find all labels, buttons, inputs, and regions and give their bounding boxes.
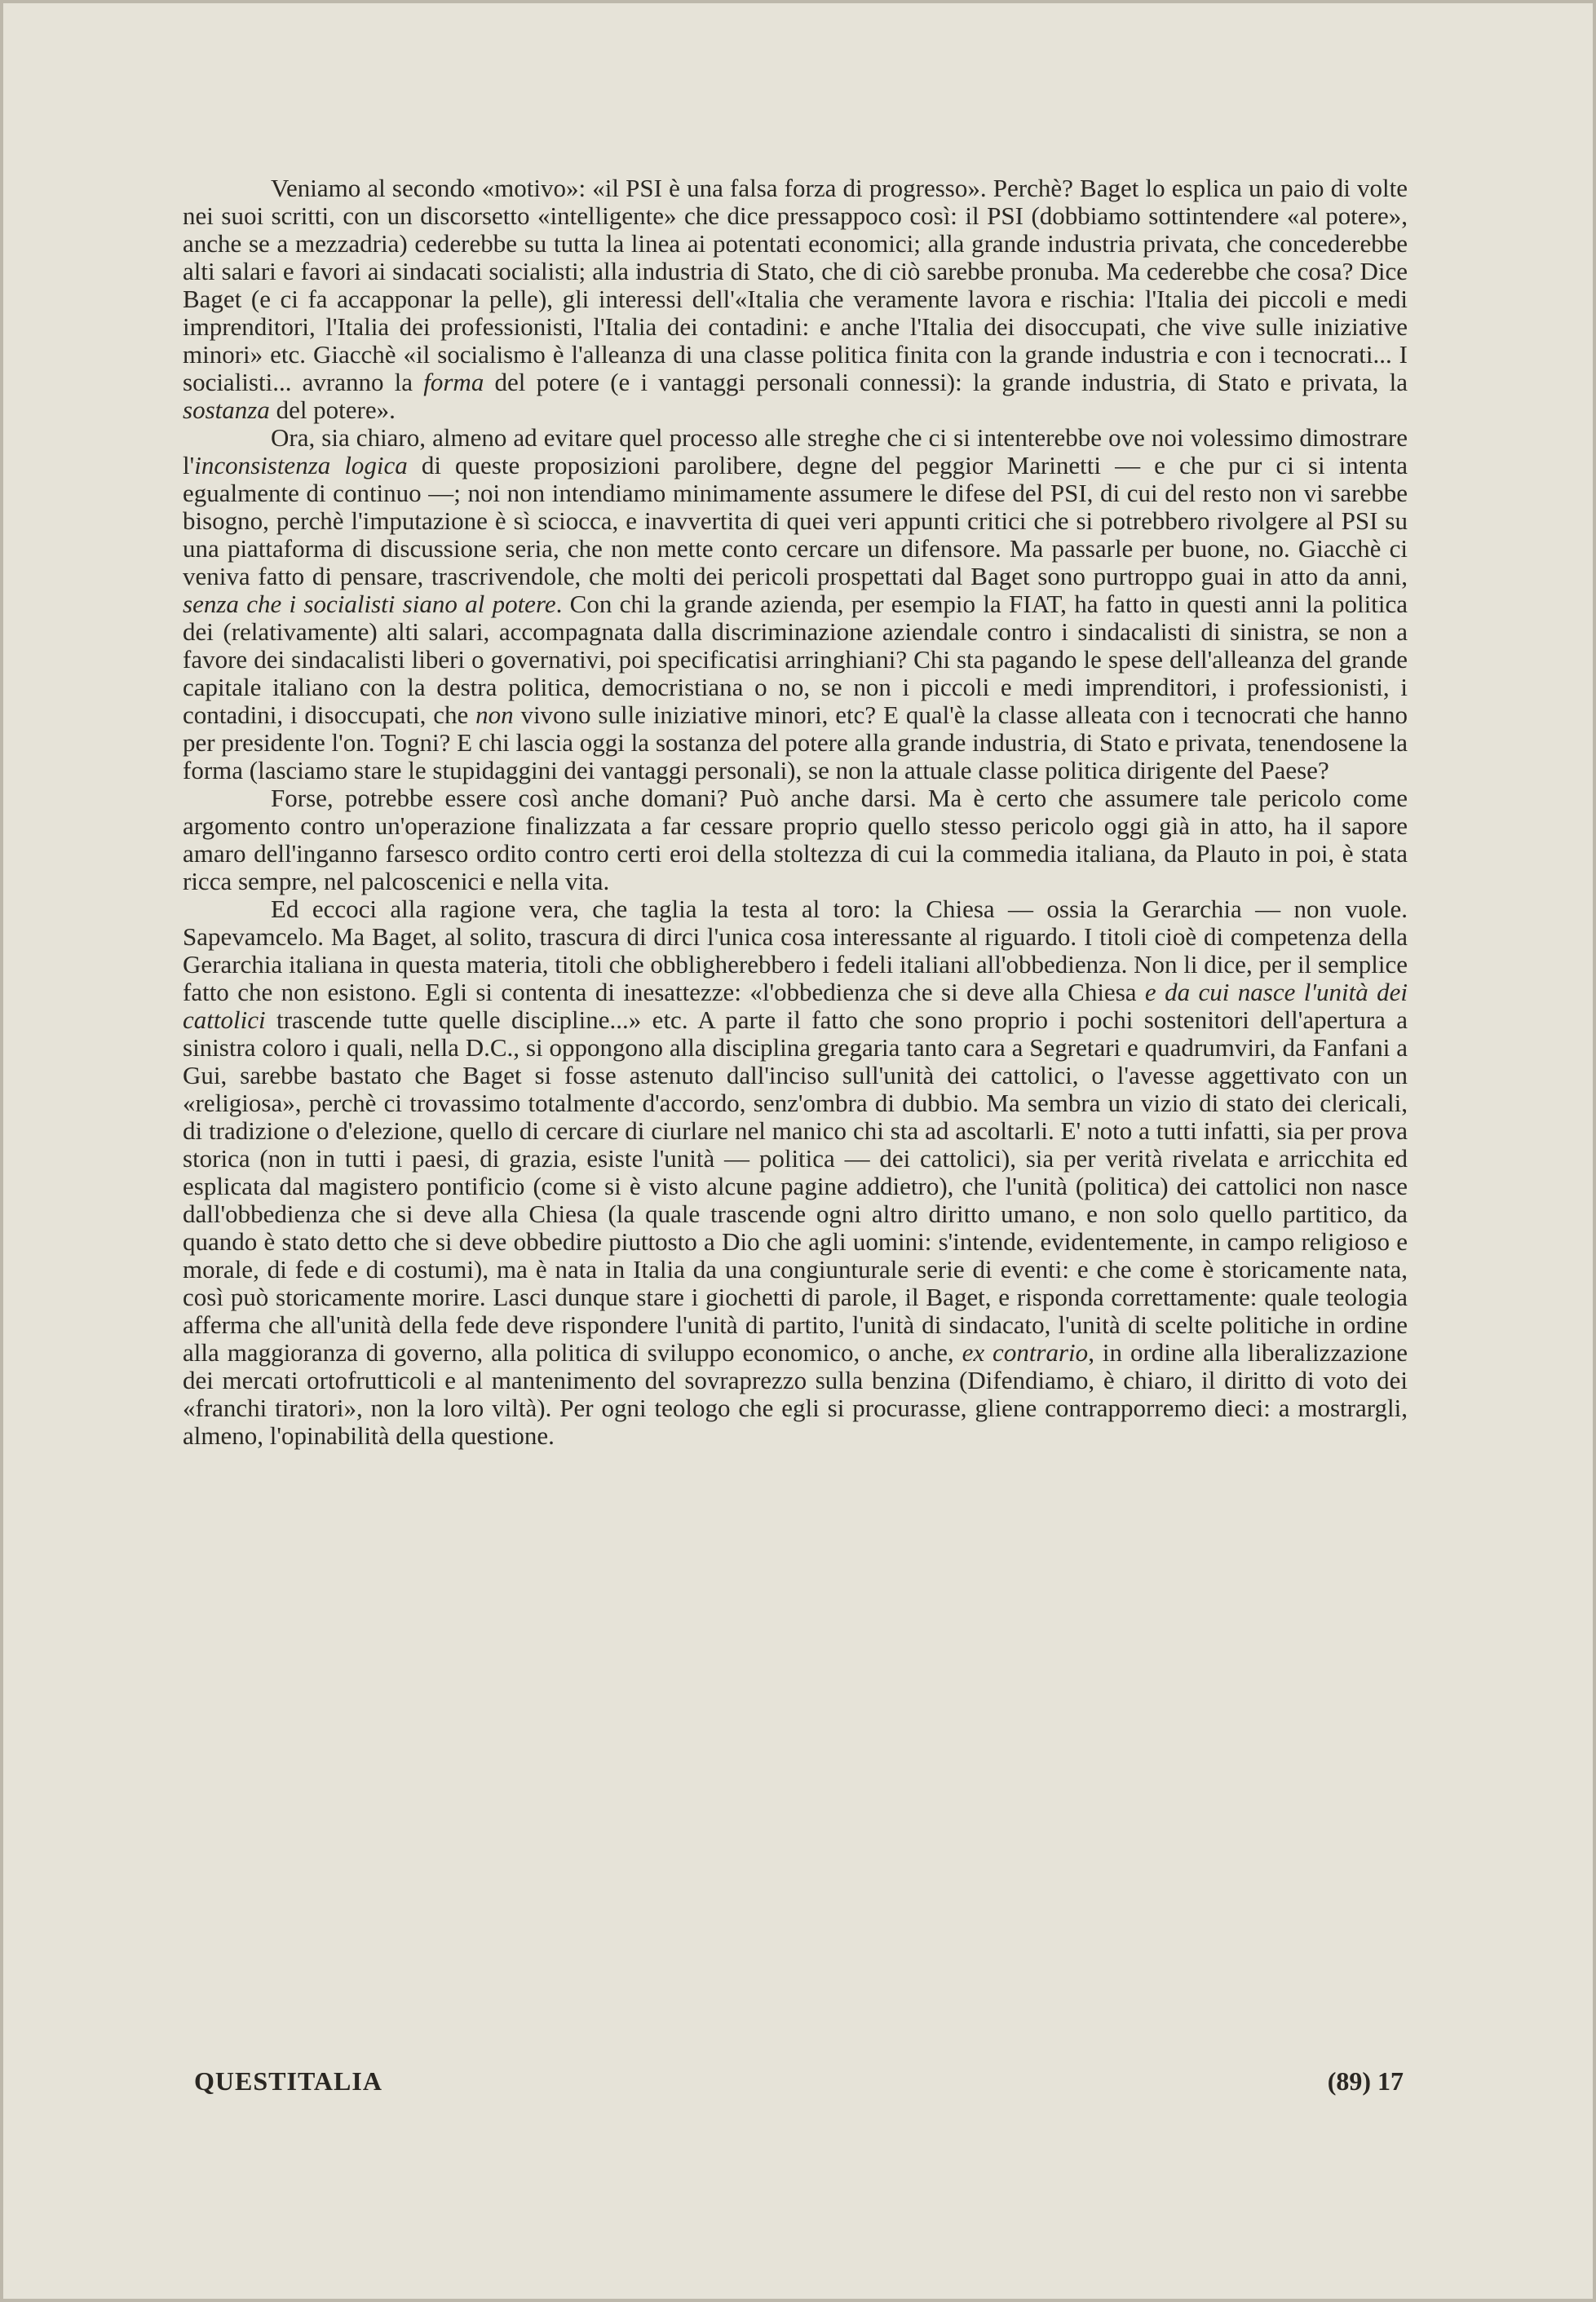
text-run: Veniamo al secondo «motivo»: «il PSI è una falsa forza di progresso». Perchè? Baget lo esplica un paio di volte nei suoi scritti, con un discorsetto «intelligente» che dice pressappoco così: il PSI (dobbiamo sottintendere «al potere», anche se a mezzadria) cederebbe su tutta la linea ai potentati economici; alla grande industria privata, che concederebbe alti salari e favori ai sindacati socialisti; alla industria di Stato, che di ciò sarebbe pronuba. Ma cederebbe che cosa? Dice Baget (e ci fa accapponar la pelle), gli interessi dell'«Italia che veramente lavora e rischia: l'Italia dei piccoli e medi imprenditori, l'Italia dei professionisti, l'Italia dei contadini: e anche l'Italia dei disoccupati, che vive sulle iniziative minori» etc. Giacchè «il socialismo è l'alleanza di una classe politica finita con la grande industria e con i tecnocrati... I socialisti... avranno la (183, 174, 1408, 396)
paragraph (183, 895, 1408, 1450)
article-body (183, 175, 1408, 1450)
page-number: (89) 17 (1327, 2066, 1404, 2096)
text-run: del potere (e i vantaggi personali connessi): la grande industria, di Stato e privata, la (484, 368, 1408, 396)
text-run: Forse, potrebbe essere così anche domani? Può anche darsi. Ma è certo che assumere tale pericolo come argomento contro un'operazione finalizzata a far cessare proprio quello stesso pericolo oggi già in atto, ha il sapore amaro dell'inganno farsesco ordito contro certi eroi della stoltezza di cui la commedia italiana, da Plauto in poi, è stata ricca sempre, nel palcoscenici e nella vita. (183, 784, 1408, 895)
paragraph (183, 784, 1408, 895)
journal-title: QUESTITALIA (194, 2066, 382, 2096)
text-run: del potere». (269, 395, 396, 424)
text-run: trascende tutte quelle discipline...» etc. A parte il fatto che sono proprio i pochi sostenitori dell'apertura a sinistra coloro i quali, nella D.C., si oppongono alla disciplina gregaria tanto cara a Segretari e quadrumviri, da Fanfani a Gui, sarebbe bastato che Baget si fosse astenuto dall'inciso sull'unità dei cattolici, o l'avesse aggettivato con un «religiosa», perchè ci trovassimo totalmente d'accordo, senz'ombra di dubbio. Ma sembra un vizio di stato dei clericali, di tradizione o d'elezione, quello di cercare di ciurlare nel manico chi sta ad ascoltarli. E' noto a tutti infatti, sia per prova storica (non in tutti i paesi, di grazia, esiste l'unità — politica — dei cattolici), sia per verità rivelata e arricchita ed esplicata dal magistero pontificio (come si è visto alcune pagine addietro), che l'unità (politica) dei cattolici non nasce dall'obbedienza che si deve alla Chiesa (la quale trascende ogni altro diritto umano, e non solo quello partitico, da quando è stato detto che si deve obbedire piuttosto a Dio che agli uomini: s'intende, evidentemente, in campo religioso e morale, di fede e di costumi), ma è nata in Italia da una congiunturale serie di eventi: e che come è storicamente nata, così può storicamente morire. Lasci dunque stare i giochetti di parole, il Baget, e risponda correttamente: quale teologia afferma che all'unità della fede deve rispondere l'unità di partito, l'unità di sindacato, l'unità di scelte politiche in ordine alla maggioranza di governo, alla politica di sviluppo economico, o anche, (183, 1005, 1408, 1367)
italic-text: e da cui nasce l'unità dei cattolici (183, 978, 1408, 1034)
paragraph (183, 175, 1408, 424)
text-run: Ed eccoci alla ragione vera, che taglia la testa al toro: la Chiesa — ossia la Gerarchia — non vuole. Sapevamcelo. Ma Baget, al solito, trascura di dirci l'unica cosa interessante al riguardo. I titoli cioè di competenza della Gerarchia italiana in questa materia, titoli che obbligherebbero i fedeli italiani all'obbedienza. Non li dice, per il semplice fatto che non esistono. Egli si contenta di inesattezze: «l'obbedienza che si deve alla Chiesa (183, 895, 1408, 1006)
italic-text: sostanza (183, 395, 270, 424)
italic-text: forma (423, 368, 484, 396)
italic-text: inconsistenza logica (194, 451, 408, 479)
paragraph (183, 424, 1408, 784)
text-run: . Con chi la grande azienda, per esempio la FIAT, ha fatto in questi anni la politica dei (relativamente) alti salari, accompagnata dalla discriminazione aziendale contro i sindacalisti di sinistra, se non a favore dei sindacalisti liberi o governativi, poi specificatisi arringhiani? Chi sta pagando le spese dell'alleanza del grande capitale italiano con la destra politica, democristiana o no, se non i piccoli e medi imprenditori, i professionisti, i contadini, i disoccupati, che (183, 590, 1408, 729)
text-run: , in ordine alla liberalizzazione dei mercati ortofrutticoli e al mantenimento del sovraprezzo sulla benzina (Difendiamo, è chiaro, il diritto di voto dei «franchi tiratori», non la loro viltà). Per ogni teologo che egli si procurasse, gliene contrapporremo dieci: a mostrargli, almeno, l'opinabilità della questione. (183, 1338, 1408, 1450)
text-run: Ora, sia chiaro, almeno ad evitare quel processo alle streghe che ci si intenterebbe ove noi volessimo dimostrare l' (183, 423, 1408, 479)
italic-text: non (475, 700, 514, 729)
italic-text: senza che i socialisti siano al potere (183, 590, 556, 618)
text-run: vivono sulle iniziative minori, etc? E qual'è la classe alleata con i tecnocrati che hanno per presidente l'on. Togni? E chi lascia oggi la sostanza del potere alla grande industria, di Stato e privata, tenendosene la forma (lasciamo stare le stupidaggini dei vantaggi personali), se non la attuale classe politica dirigente del Paese? (183, 700, 1408, 784)
italic-text: ex contrario (962, 1338, 1089, 1367)
text-run: di queste proposizioni parolibere, degne del peggior Marinetti — e che pur ci si intenta egualmente di continuo —; noi non intendiamo minimamente assumere le difese del PSI, di cui del resto non vi sarebbe bisogno, perchè l'imputazione è sì sciocca, e inavvertita di quei veri appunti critici che si potrebbero rivolgere al PSI su una piattaforma di discussione seria, che non mette conto cercare un difensore. Ma passarle per buone, no. Giacchè ci veniva fatto di pensare, trascrivendole, che molti dei pericoli prospettati dal Baget sono purtroppo guai in atto da anni, (183, 451, 1408, 590)
